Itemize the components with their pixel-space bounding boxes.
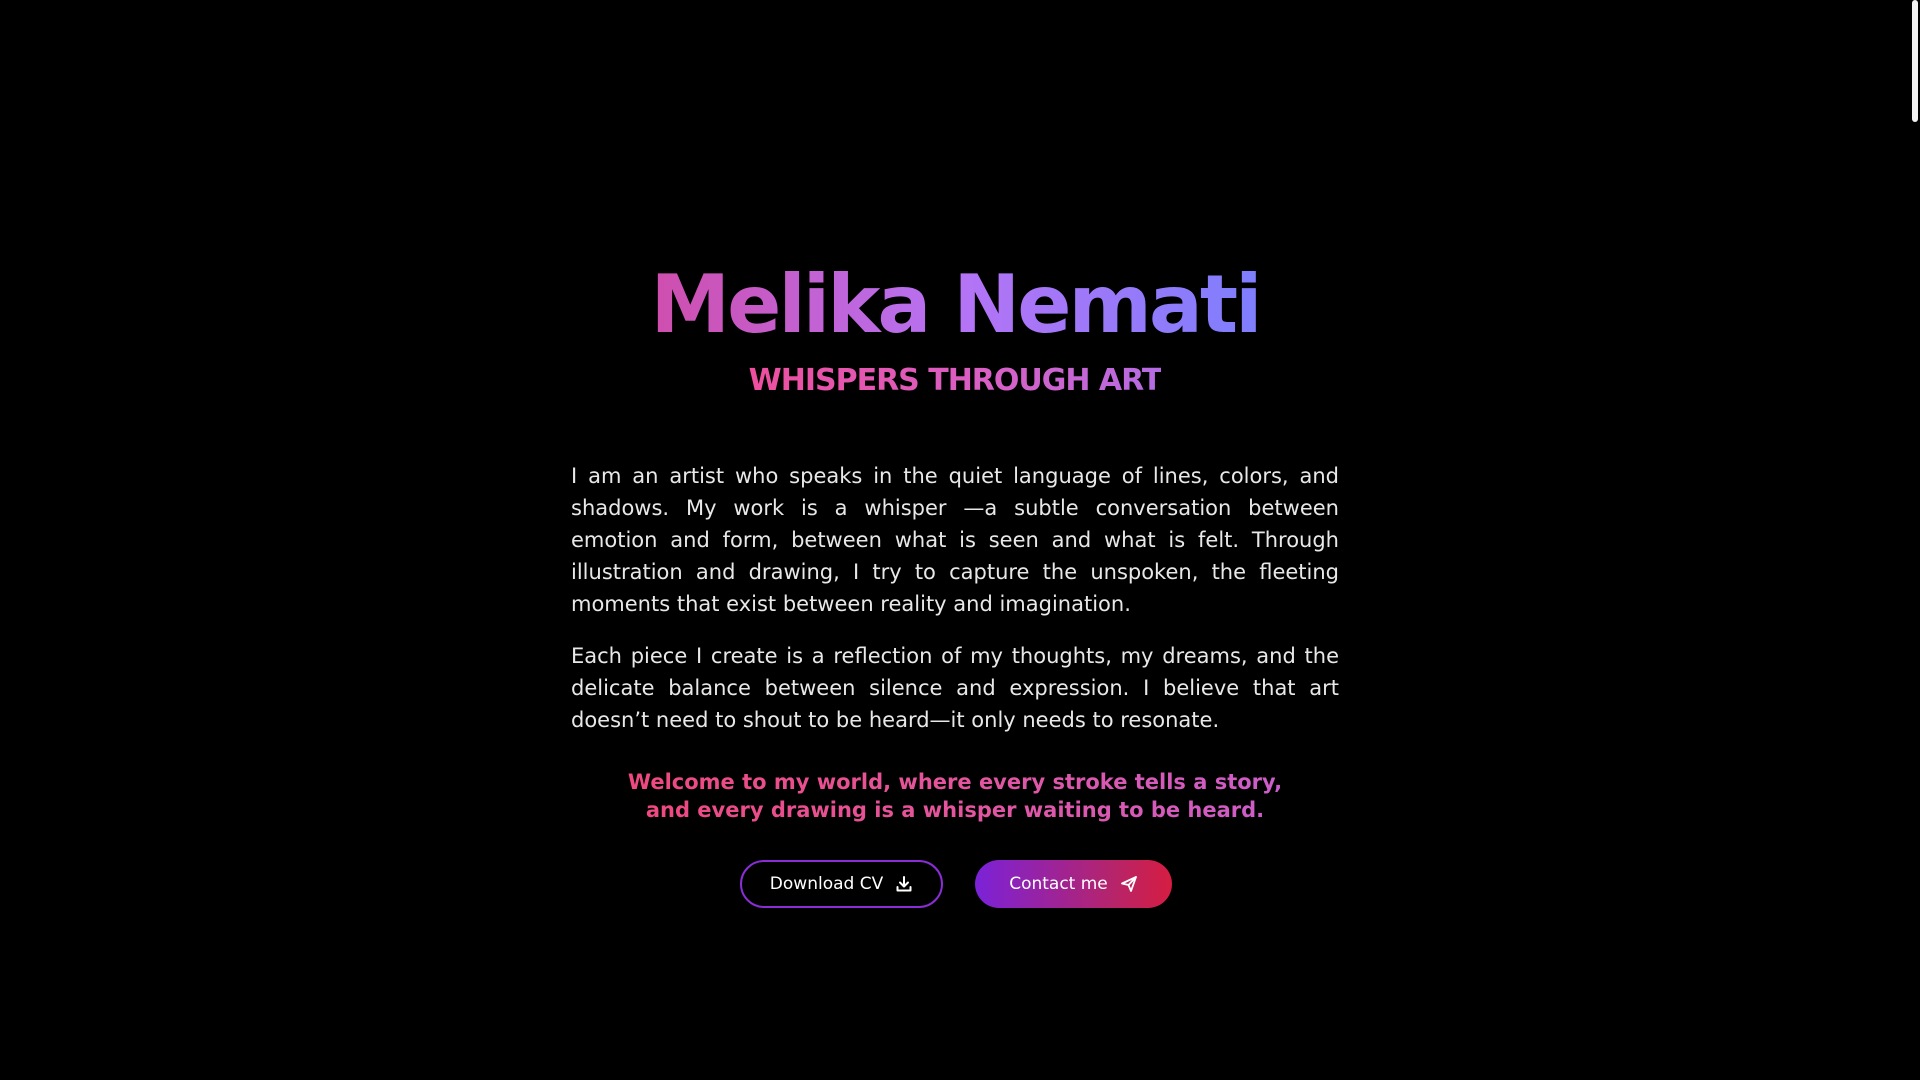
welcome-line: and every drawing is a whisper waiting to be heard.: [645, 798, 1265, 822]
welcome-line: Welcome to my world, where every stroke tells a story,: [627, 770, 1283, 794]
bio-paragraph: Each piece I create is a reflection of my thoughts, my dreams, and the delicate balance between silence and expression. I believe that art doesn’t need to shout to be heard—it only needs to resonate.: [571, 644, 1339, 732]
vertical-scrollbar[interactable]: [1910, 0, 1920, 1080]
download-cv-label: Download CV: [769, 874, 884, 894]
bio-section: [571, 460, 1339, 756]
download-icon: [895, 875, 913, 893]
scrollbar-thumb[interactable]: [1912, 0, 1918, 122]
artist-name: Melika Nemati: [571, 255, 1339, 355]
tagline: WHISPERS THROUGH ART: [749, 361, 1162, 401]
action-buttons: [740, 860, 1172, 908]
welcome-message: [571, 768, 1339, 824]
contact-me-button[interactable]: [975, 860, 1172, 908]
bio-paragraph: I am an artist who speaks in the quiet language of lines, colors, and shadows. My work is a whisper —a subtle conversation between emotion and form, between what is seen and what is felt. Through illustration and drawing, I try to capture the unspoken, the fleeting moments that exist between reality and imagination.: [571, 464, 1339, 616]
download-cv-button[interactable]: [740, 860, 943, 908]
contact-me-label: Contact me: [1009, 874, 1108, 894]
send-icon: [1120, 875, 1138, 893]
hero-section: [571, 255, 1339, 401]
